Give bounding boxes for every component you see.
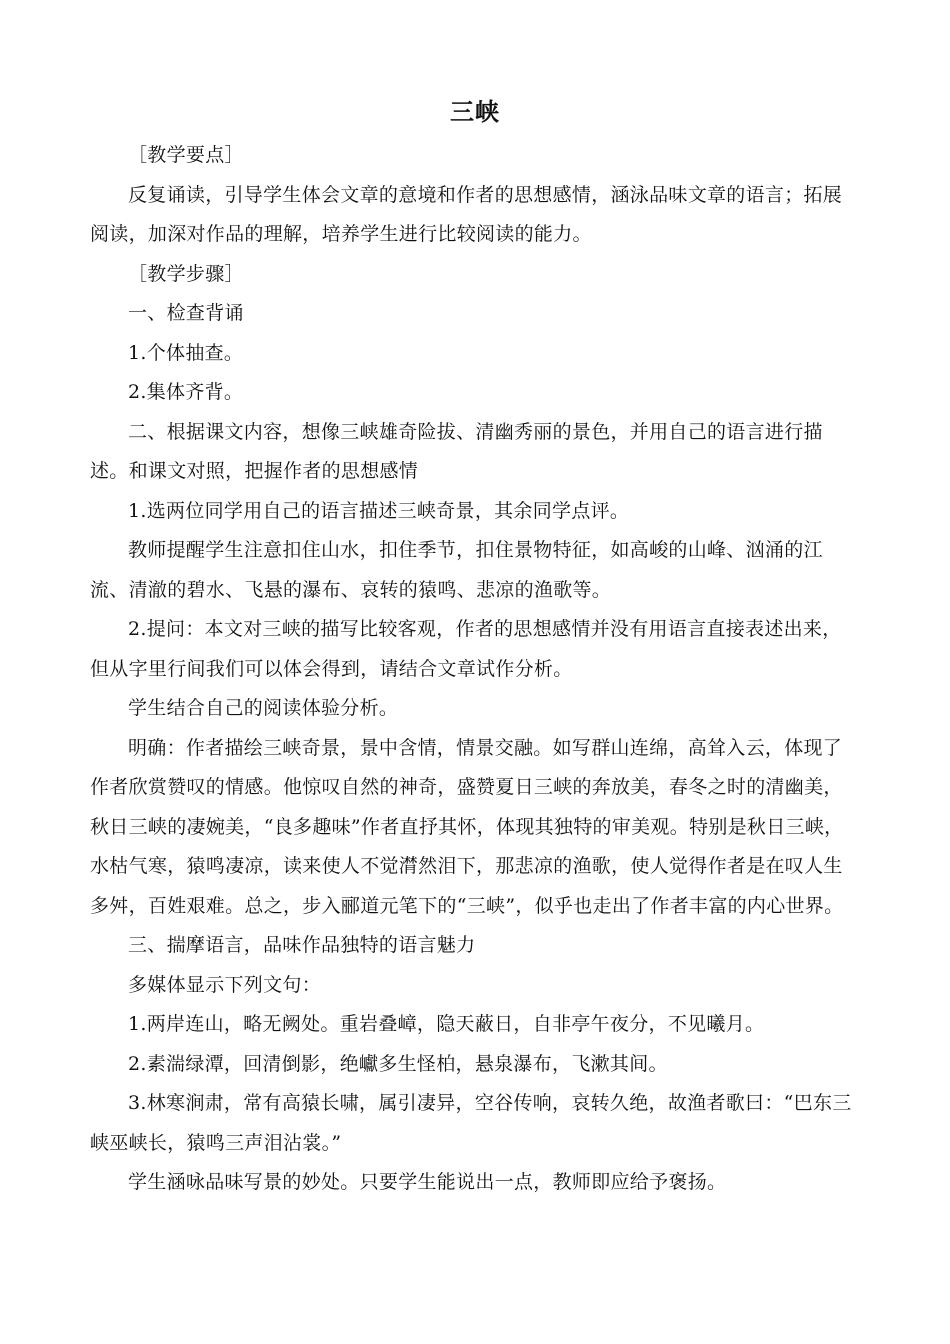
paragraph: 多媒体显示下列文句： <box>128 973 322 996</box>
paragraph: 学生涵咏品味写景的妙处。只要学生能说出一点，教师即应给予褒扬。 <box>128 1171 727 1193</box>
document-body <box>90 136 856 1203</box>
list-item: 2.提问：本文对三峡的描写比较客观，作者的思想感情并没有用语言直接表述出来，但从字里行间我们可以体会得到，请结合文章试作分析。 <box>90 618 842 680</box>
quote-item: 2.素湍绿潭，回清倒影，绝巘多生怪柏，悬泉瀑布，飞漱其间。 <box>128 1052 668 1075</box>
step-heading-3: 三、揣摩语言，品味作品独特的语言魅力 <box>128 934 476 956</box>
paragraph-analysis: 明确：作者描绘三峡奇景，景中含情，情景交融。如写群山连绵，高耸入云，体现了作者欣赏赞叹的情感。他惊叹自然的神奇，盛赞夏日三峡的奔放美，春冬之时的清幽美，秋日三峡的凄婉美，“良多趣味”作者直抒其怀，体现其独特的审美观。特别是秋日三峡，水枯气寒，猿鸣凄凉，读来使人不觉潸然泪下，那悲凉的渔歌，使人觉得作者是在叹人生多舛，百姓艰难。总之，步入郦道元笔下的“三峡”，似乎也走出了作者丰富的内心世界。 <box>90 736 844 917</box>
list-item: 1.个体抽查。 <box>128 341 244 364</box>
step-heading-1: 一、检查背诵 <box>128 302 244 324</box>
list-item: 2.集体齐背。 <box>128 381 244 403</box>
quote-item: 1.两岸连山，略无阙处。重岩叠嶂，隐天蔽日，自非亭午夜分，不见曦月。 <box>128 1013 765 1035</box>
step-heading-2: 二、根据课文内容，想像三峡雄奇险拔、清幽秀丽的景色，并用自己的语言进行描述。和课文对照，把握作者的思想感情 <box>90 420 823 482</box>
paragraph: 学生结合自己的阅读体验分析。 <box>128 697 399 719</box>
section-heading-key-points: ［教学要点］ <box>128 144 244 166</box>
page-title: 三峡 <box>450 97 500 126</box>
paragraph-key-points: 反复诵读，引导学生体会文章的意境和作者的思想感情，涵泳品味文章的语言；拓展阅读，加深对作品的理解，培养学生进行比较阅读的能力。 <box>90 183 843 245</box>
section-heading-steps: ［教学步骤］ <box>128 262 244 285</box>
quote-item: 3.林寒涧肃，常有高猿长啸，属引凄异，空谷传响，哀转久绝，故渔者歌曰：“巴东三峡巫峡长，猿鸣三声泪沾裳。” <box>90 1092 852 1154</box>
paragraph: 教师提醒学生注意扣住山水，扣住季节，扣住景物特征，如高峻的山峰、汹涌的江流、清澈的碧水、飞悬的瀑布、哀转的猿鸣、悲凉的渔歌等。 <box>90 539 823 601</box>
list-item: 1.选两位同学用自己的语言描述三峡奇景，其余同学点评。 <box>128 499 630 522</box>
